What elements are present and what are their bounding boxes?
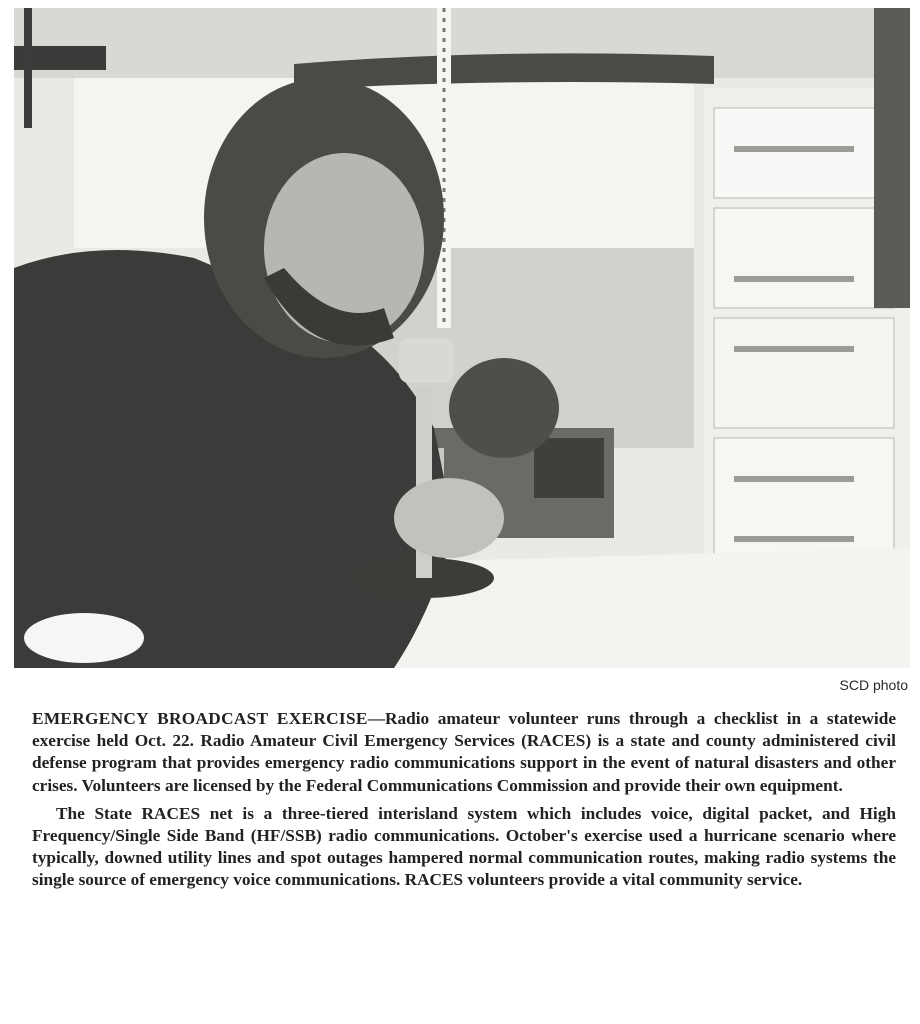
photo-caption: [32, 708, 896, 892]
caption-paragraph-2: The State RACES net is a three-tiered interisland system which includes voice, digital packet, and High Frequency/Single Side Band (HF/SSB) radio communications. October's exercise used a hurricane scenario where typically, downed utility lines and spot outages hampered normal communication routes, making radio systems the single source of emergency voice communications. RACES volunteers provide a vital community service.: [32, 803, 896, 890]
photo-illustration: [14, 8, 910, 668]
photo-credit: SCD photo: [839, 677, 908, 693]
caption-body-1: Radio amateur volunteer runs through a checklist in a statewide exercise held Oct. 22. Radio Amateur Civil Emergency Services (RACES) is a state and county administered civil defense program that provides emergency radio communications support in the event of natural disasters and other crises. Volunteers are licensed by the Federal Communications Commission and provide their own equipment.: [32, 709, 896, 795]
caption-headline: EMERGENCY BROADCAST EXERCISE: [32, 709, 368, 728]
caption-paragraph-1: [32, 708, 896, 797]
news-photo: [14, 8, 910, 668]
caption-dash: —: [367, 709, 385, 728]
